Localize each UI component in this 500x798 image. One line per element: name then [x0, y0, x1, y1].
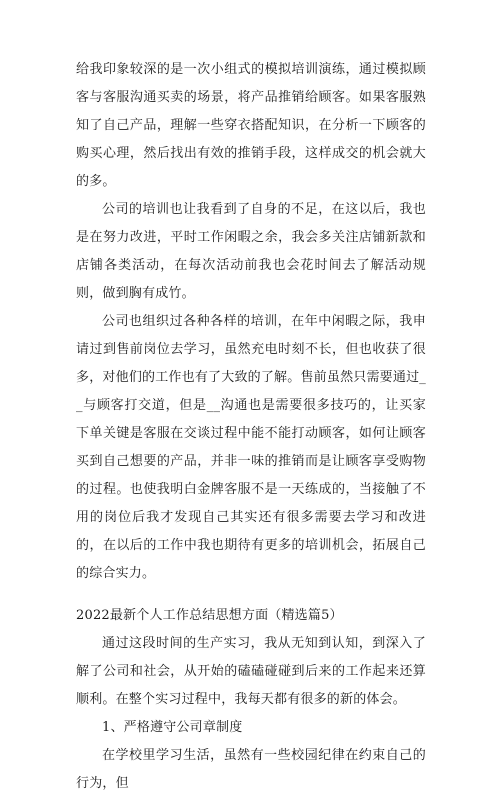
paragraph-training-drill: 给我印象较深的是一次小组式的模拟培训演练，通过模拟顾客与客服沟通买卖的场景，将产品推销给顾客。如果客服熟知了自己产品，理解一些穿衣搭配知识，在分析一下顾客的购买心理，然后找出有效的推销手段，这样成交的机会就大的多。 — [76, 62, 426, 189]
section-heading: 2022最新个人工作总结思想方面（精选篇5） — [76, 608, 343, 623]
paragraph-school-life: 在学校里学习生活，虽然有一些校园纪律在约束自己的行为，但 — [76, 748, 426, 791]
list-item-rules: 1、严格遵守公司章制度 — [102, 720, 243, 735]
paragraph-presales-training: 公司也组织过各种各样的培训，在年中闲暇之际，我申请过到售前岗位去学习，虽然充电时刻不长，但也收获了很多，对他们的工作也有了大致的了解。售前虽然只需要通过__与顾客打交道，但是__沟通也是需要很多技巧的，让买家下单关键是客服在交谈过程中能不能打动顾客，如何让顾客买到自己想要的产品，并非一味的推销而是让顾客享受购物的过程。也使我明白金牌客服不是一天练成的，当接触了不用的岗位后我才发现自己其实还有很多需要去学习和改进的，在以后的工作中我也期待有更多的培训机会，拓展自己的综合实力。 — [76, 314, 426, 581]
paragraph-self-improvement: 公司的培训也让我看到了自身的不足，在这以后，我也是在努力改进，平时工作闲暇之余，我会多关注店铺新款和店铺各类活动，在每次活动前我也会花时间去了解活动规则，做到胸有成竹。 — [76, 202, 426, 301]
paragraph-internship: 通过这段时间的生产实习，我从无知到认知，到深入了解了公司和社会，从开始的磕磕碰碰到后来的工作起来还算顺利。在整个实习过程中，我每天都有很多的新的体会。 — [76, 636, 426, 707]
